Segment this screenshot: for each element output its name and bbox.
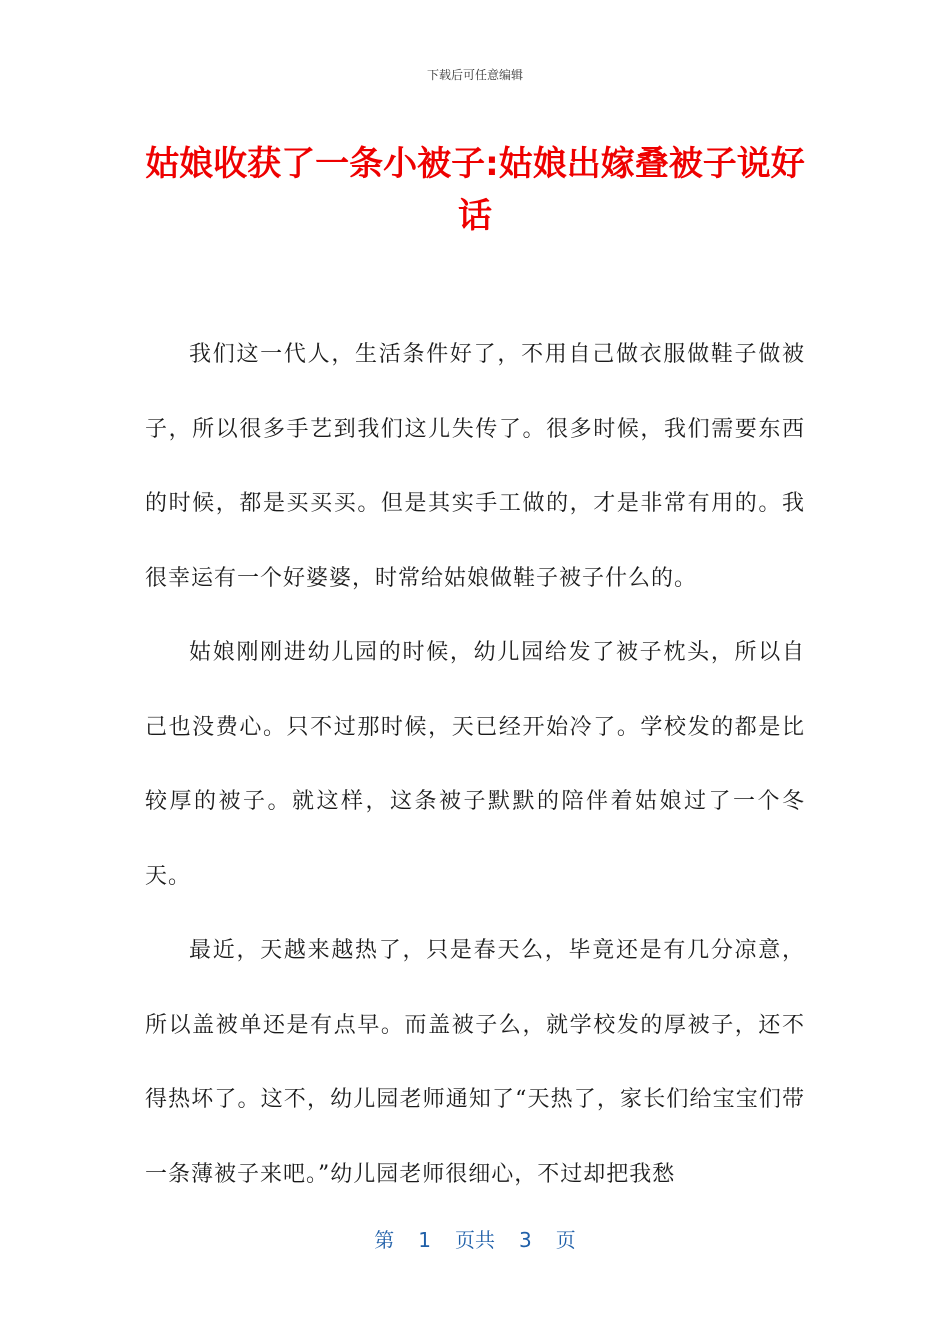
page-header-note: 下载后可任意编辑 (426, 68, 523, 82)
footer-middle: 页共 (455, 1228, 495, 1252)
paragraph-2: 姑娘刚刚进幼儿园的时候，幼儿园给发了被子枕头，所以自己也没费心。只不过那时候，天已经开始冷了。学校发的都是比较厚的被子。就这样，这条被子默默的陪伴着姑娘过了一个冬天。 (145, 640, 805, 889)
page-footer (0, 1224, 950, 1253)
footer-current-page: 1 (418, 1228, 431, 1252)
document-body (145, 318, 805, 1212)
paragraph-3: 最近，天越来越热了，只是春天么，毕竟还是有几分凉意，所以盖被单还是有点早。而盖被子么，就学校发的厚被子，还不得热坏了。这不，幼儿园老师通知了“天热了，家长们给宝宝们带一条薄被子来吧。”幼儿园老师很细心，不过却把我愁 (145, 938, 805, 1187)
footer-total-pages: 3 (519, 1228, 532, 1252)
footer-suffix: 页 (555, 1228, 576, 1252)
footer-prefix: 第 (374, 1228, 395, 1252)
document-title: 姑娘收获了一条小被子:姑娘出嫁叠被子说好话 (145, 144, 805, 236)
paragraph-1: 我们这一代人，生活条件好了，不用自己做衣服做鞋子做被子，所以很多手艺到我们这儿失传了。很多时候，我们需要东西的时候，都是买买买。但是其实手工做的，才是非常有用的。我很幸运有一个好婆婆，时常给姑娘做鞋子被子什么的。 (145, 342, 805, 591)
